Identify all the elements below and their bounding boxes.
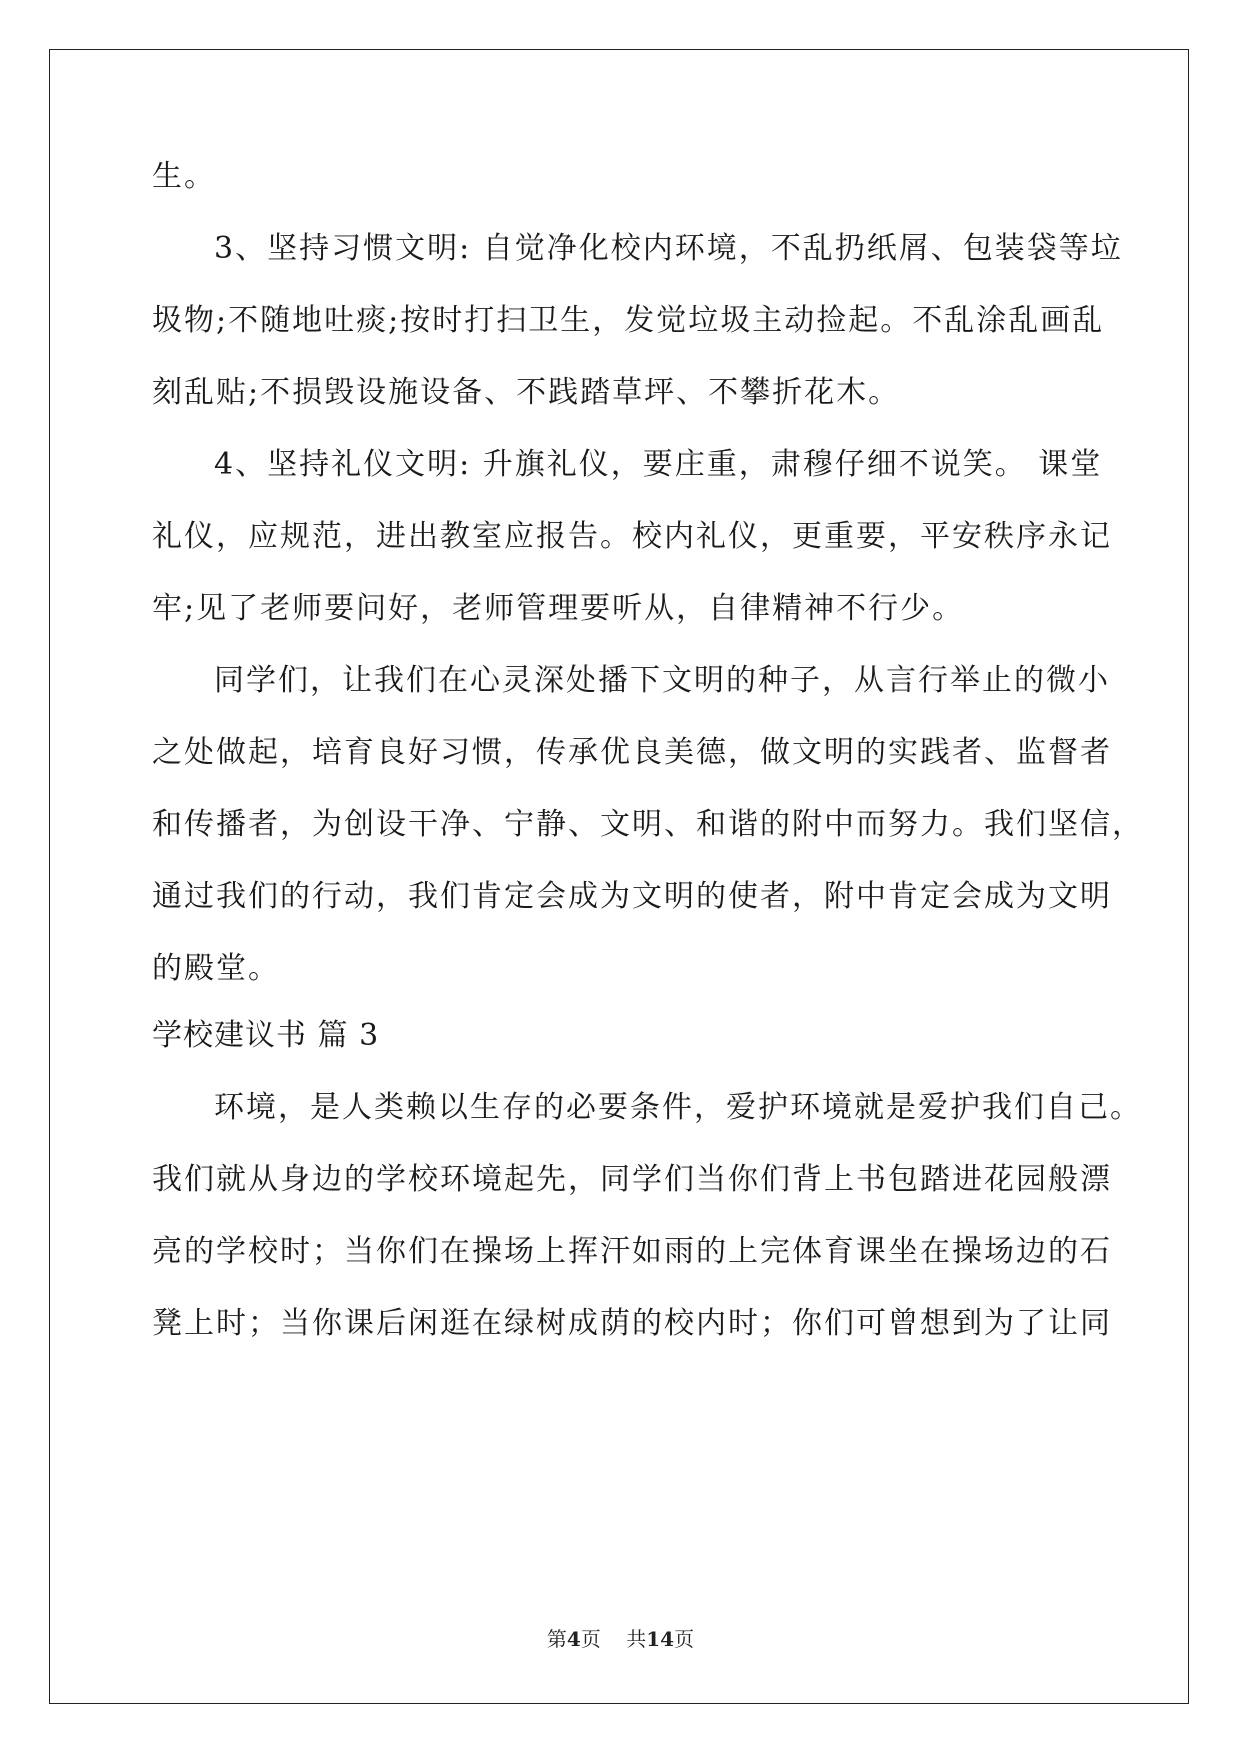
text-line: 3、坚持习惯文明: 自觉净化校内环境，不乱扔纸屑、包装袋等垃 xyxy=(214,231,1123,266)
text-line: 我们就从身边的学校环境起先，同学们当你们背上书包踏进花园般漂 xyxy=(152,1162,1112,1197)
text-line: 的殿堂。 xyxy=(152,951,280,986)
section-heading: 学校建议书 篇 3 xyxy=(152,1018,380,1053)
footer-total-suffix: 页 xyxy=(674,1627,695,1651)
page-number: 4 xyxy=(566,1627,581,1651)
footer-total-prefix: 共 xyxy=(626,1627,647,1651)
page-footer xyxy=(0,1627,1241,1651)
total-pages: 14 xyxy=(646,1627,675,1651)
text-line: 礼仪，应规范，进出教室应报告。校内礼仪，更重要，平安秩序永记 xyxy=(152,519,1112,554)
text-line: 和传播者，为创设干净、宁静、文明、和谐的附中而努力。我们坚信， xyxy=(152,807,1144,842)
text-line: 圾物;不随地吐痰;按时打扫卫生，发觉垃圾主动捡起。不乱涂乱画乱 xyxy=(152,303,1105,338)
text-line: 凳上时；当你课后闲逛在绿树成荫的校内时；你们可曾想到为了让同 xyxy=(152,1306,1112,1341)
text-line: 环境，是人类赖以生存的必要条件，爱护环境就是爱护我们自己。 xyxy=(214,1090,1142,1125)
text-line: 牢;见了老师要问好，老师管理要听从，自律精神不行少。 xyxy=(152,591,965,626)
text-line: 之处做起，培育良好习惯，传承优良美德，做文明的实践者、监督者 xyxy=(152,735,1112,770)
text-line: 亮的学校时；当你们在操场上挥汗如雨的上完体育课坐在操场边的石 xyxy=(152,1234,1112,1269)
text-line: 刻乱贴;不损毁设施设备、不践踏草坪、不攀折花木。 xyxy=(152,375,901,410)
text-line: 通过我们的行动，我们肯定会成为文明的使者，附中肯定会成为文明 xyxy=(152,879,1112,914)
text-line: 同学们，让我们在心灵深处播下文明的种子，从言行举止的微小 xyxy=(214,663,1110,698)
text-line: 4、坚持礼仪文明: 升旗礼仪，要庄重，肃穆仔细不说笑。 课堂 xyxy=(214,447,1103,482)
text-line: 生。 xyxy=(152,159,216,194)
footer-page-suffix: 页 xyxy=(580,1627,601,1651)
footer-prefix: 第 xyxy=(546,1627,567,1651)
